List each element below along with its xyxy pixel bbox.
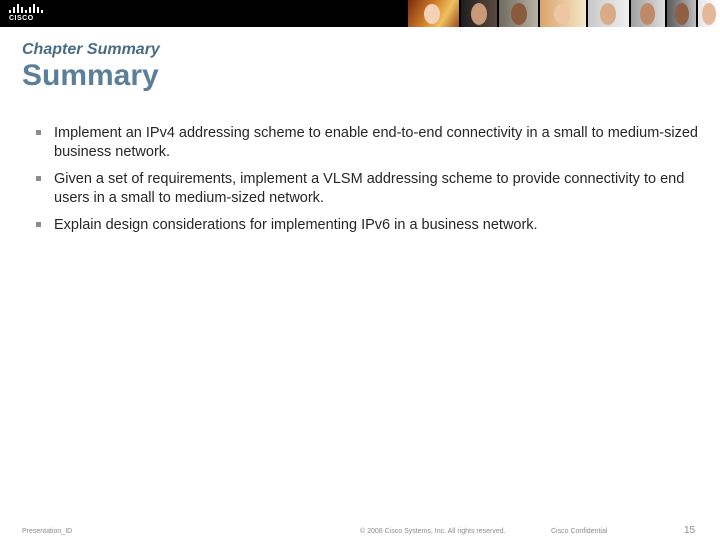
cisco-bridge-icon	[9, 4, 43, 13]
header-photo	[499, 0, 538, 27]
summary-bullet-list	[36, 124, 706, 244]
header-photo	[540, 0, 585, 27]
header-photo	[588, 0, 629, 27]
bullet-item	[36, 124, 706, 161]
bullet-text: Explain design considerations for implementing IPv6 in a business network.	[54, 217, 538, 233]
header-photo	[667, 0, 697, 27]
cisco-logo	[9, 4, 43, 24]
footer-copyright: © 2008 Cisco Systems, Inc. All rights reserved.	[360, 528, 506, 535]
page-title: Summary	[22, 59, 159, 92]
cisco-logo-text: CISCO	[9, 15, 34, 22]
header-photo	[631, 0, 665, 27]
bullet-item	[36, 216, 706, 235]
header-photo	[698, 0, 720, 27]
top-banner	[0, 0, 720, 27]
bullet-text: Implement an IPv4 addressing scheme to enable end-to-end connectivity in a small to medium-sized business network.	[54, 125, 698, 160]
square-bullet-icon	[36, 222, 41, 227]
square-bullet-icon	[36, 130, 41, 135]
header-photo	[461, 0, 497, 27]
footer-confidential: Cisco Confidential	[551, 528, 608, 535]
page-number: 15	[684, 525, 696, 536]
square-bullet-icon	[36, 176, 41, 181]
header-photo-strip	[408, 0, 720, 27]
bullet-item	[36, 170, 706, 207]
bullet-text: Given a set of requirements, implement a VLSM addressing scheme to provide connectivity to end users in a small to medium-sized network.	[54, 171, 685, 206]
footer-presentation-id: Presentation_ID	[22, 528, 73, 535]
header-photo	[408, 0, 459, 27]
chapter-subtitle: Chapter Summary	[22, 41, 160, 58]
